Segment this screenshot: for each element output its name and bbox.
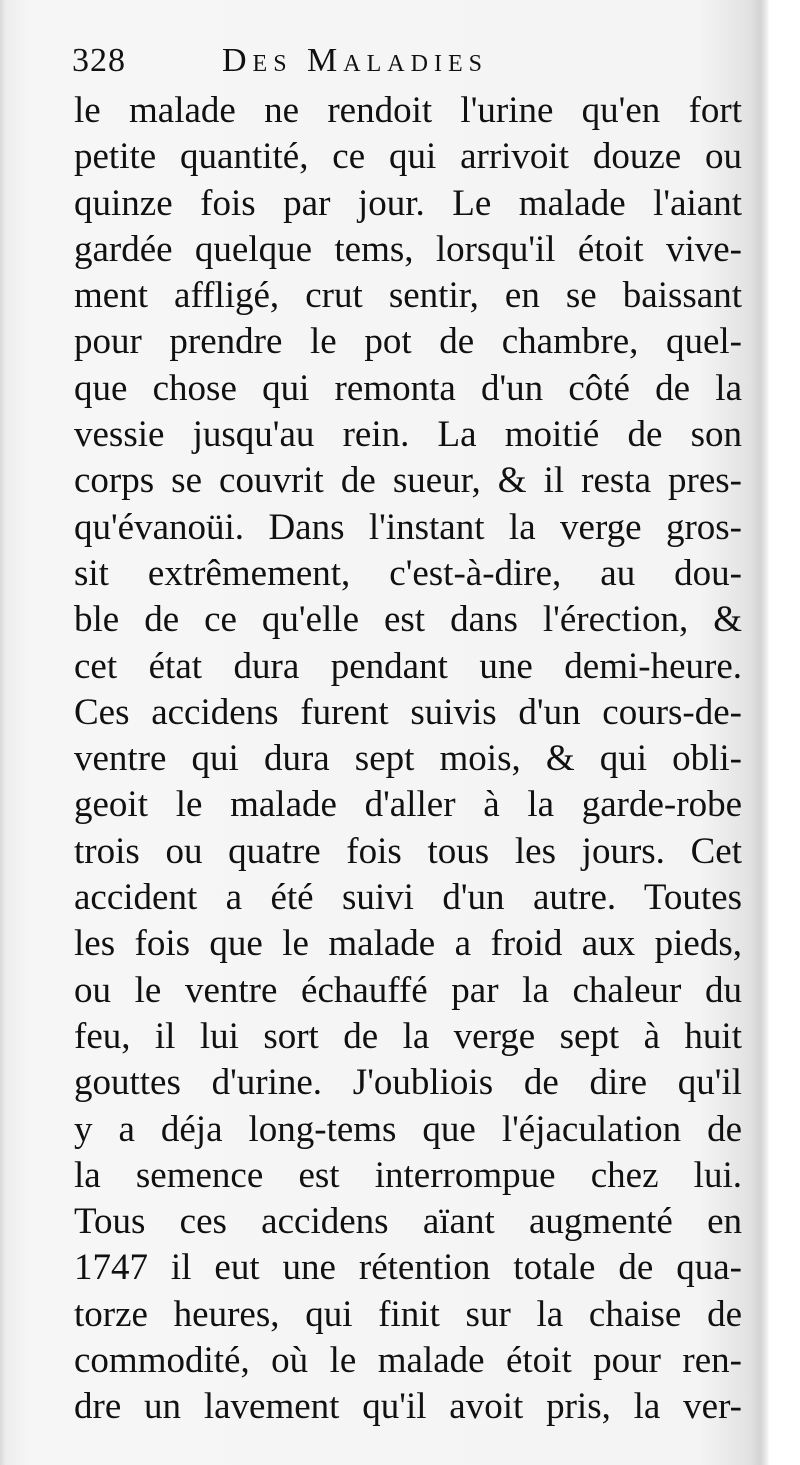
text-line: 1747 il eut une rétention totale de qua- [74, 1247, 742, 1289]
text-line: la semence est interrompue chez lui. [74, 1154, 742, 1196]
text-line: ventre qui dura sept mois, & qui obli- [74, 738, 742, 780]
running-head: Des Maladies [222, 42, 488, 79]
text-line: y a déja long-tems que l'éjaculation de [74, 1108, 742, 1150]
text-line: le malade ne rendoit l'urine qu'en fort [74, 90, 742, 131]
text-line: trois ou quatre fois tous les jours. Cet [74, 830, 742, 872]
text-line: gouttes d'urine. J'oubliois de dire qu'il [74, 1062, 742, 1104]
text-line: petite quantité, ce qui arrivoit douze ou [74, 136, 742, 178]
text-line: corps se couvrit de sueur, & il resta pres- [74, 460, 742, 502]
text-line: ment affligé, crut sentir, en se baissant [74, 275, 742, 317]
page-number: 328 [72, 42, 126, 79]
text-line: sit extrêmement, c'est-à-dire, au dou- [74, 552, 742, 594]
text-line: geoit le malade d'aller à la garde-robe [74, 784, 742, 826]
text-line: que chose qui remonta d'un côté de la [74, 367, 742, 409]
text-line: accident a été suivi d'un autre. Toutes [74, 877, 742, 919]
text-line: cet état dura pendant une demi-heure. [74, 645, 742, 687]
page-header [72, 42, 612, 86]
text-line: torze heures, qui finit sur la chaise de [74, 1293, 742, 1335]
text-line: commodité, où le malade étoit pour ren- [74, 1340, 742, 1382]
body-text [74, 88, 742, 1431]
text-line: dre un lavement qu'il avoit pris, la ver- [74, 1386, 742, 1428]
page-edge [760, 0, 800, 1465]
text-line: pour prendre le pot de chambre, quel- [74, 321, 742, 363]
text-line: qu'évanoüi. Dans l'instant la verge gros- [74, 506, 742, 548]
text-line: quinze fois par jour. Le malade l'aiant [74, 182, 742, 224]
text-line: ble de ce qu'elle est dans l'érection, & [74, 599, 742, 641]
text-line: Tous ces accidens aïant augmenté en [74, 1201, 742, 1243]
text-line: feu, il lui sort de la verge sept à huit [74, 1015, 742, 1057]
text-line: gardée quelque tems, lorsqu'il étoit vive- [74, 228, 742, 270]
text-line: Ces accidens furent suivis d'un cours-de- [74, 691, 742, 733]
text-line: les fois que le malade a froid aux pieds, [74, 923, 742, 965]
text-line: vessie jusqu'au rein. La moitié de son [74, 414, 742, 456]
text-line: ou le ventre échauffé par la chaleur du [74, 969, 742, 1011]
